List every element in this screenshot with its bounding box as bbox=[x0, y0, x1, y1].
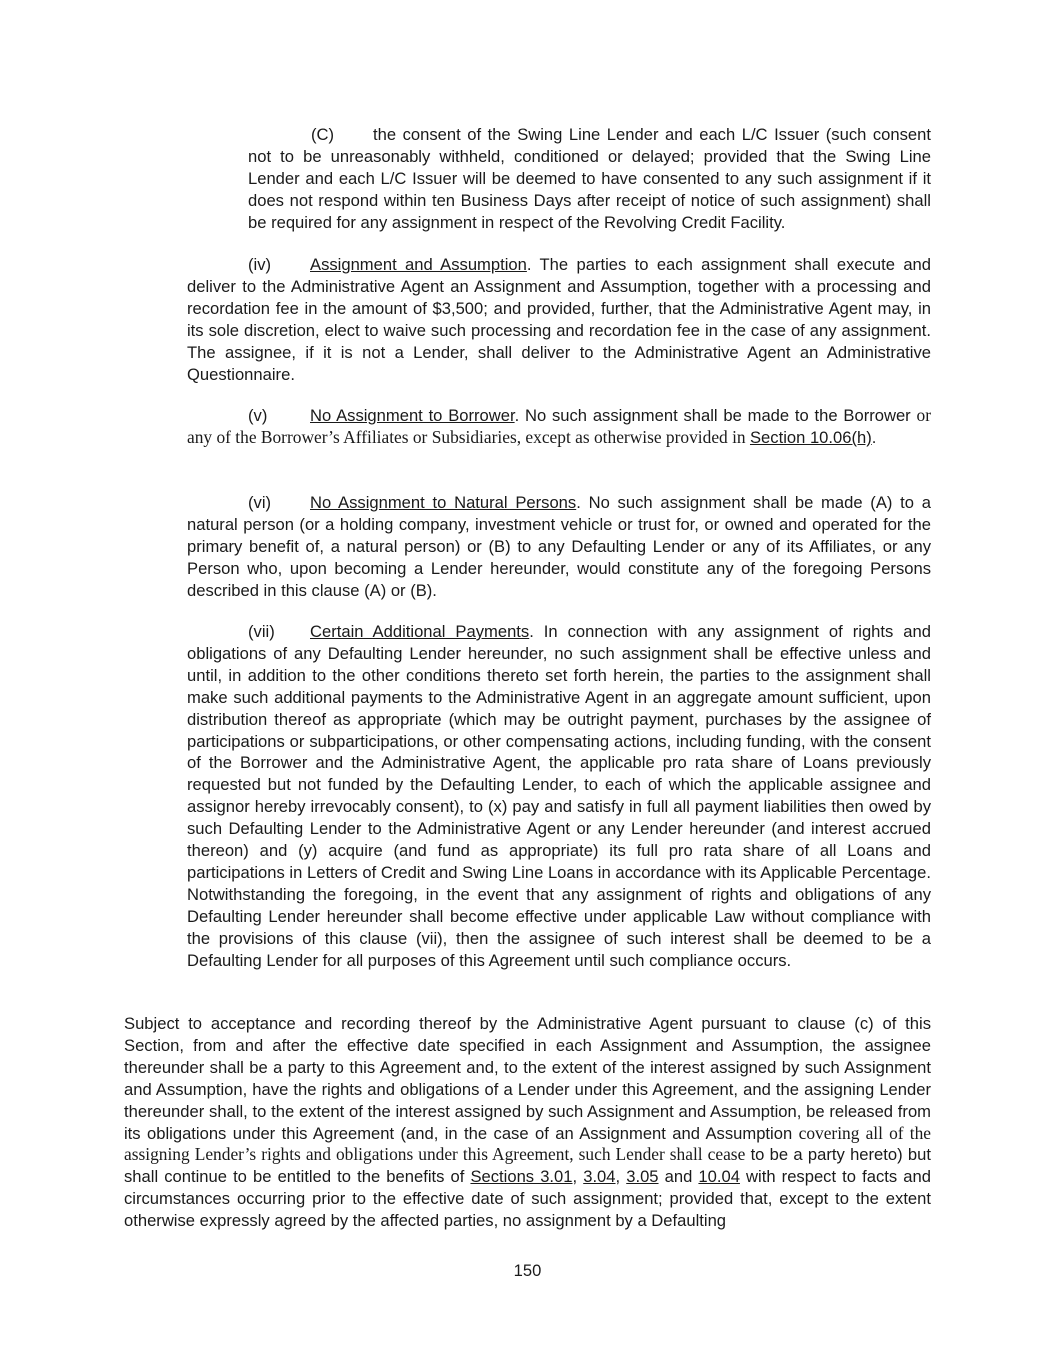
subject-sep-3: and bbox=[658, 1167, 699, 1187]
section-10-04-reference: 10.04 bbox=[698, 1167, 740, 1187]
subject-text-d: with respect to facts and circumstances occurring prior to the effective date of such assignment; provided that, except to the extent otherwise expressly agreed by the affected parties, no assignment by a Defaulting bbox=[124, 1167, 931, 1231]
clause-vii-text: . In connection with any assignment of rights and obligations of any Defaulting Lender hereunder, no such assignment shall be effective unless and until, in addition to the other conditions thereto set forth herein, the parties to the assignment shall make such additional payments to the Administrative Agent in an aggregate amount sufficient, upon distribution thereof as appropriate (which may be outright payment, purchases by the assignee of participations or subparticipations, or other compensating actions, including funding, with the consent of the Borrower and the Administrative Agent, the applicable pro rata share of Loans previously requested but not funded by the Defaulting Lender, to each of which the applicable assignee and assignor hereby irrevocably consent), to (x) pay and satisfy in full all payment liabilities then owed by such Defaulting Lender to the Administrative Agent or any Lender hereunder (and interest accrued thereon) and (y) acquire (and fund as appropriate) its full pro rata share of all Loans and participations in Letters of Credit and Swing Line Loans in accordance with its Applicable Percentage. Notwithstanding the foregoing, in the event that any assignment of rights and obligations of any Defaulting Lender hereunder shall become effective under applicable Law without compliance with the provisions of this clause (vii), then the assignee of such interest shall be deemed to be a Defaulting Lender for all purposes of this Agreement until such compliance occurs. bbox=[187, 622, 931, 970]
section-3-04-reference: 3.04 bbox=[583, 1167, 616, 1187]
clause-vi-label: (vi) bbox=[248, 493, 272, 512]
clause-v-paragraph bbox=[187, 405, 931, 449]
clause-iv-heading: Assignment and Assumption bbox=[310, 255, 527, 274]
subject-sep-2: , bbox=[615, 1167, 627, 1187]
page-number: 150 bbox=[513, 1261, 542, 1280]
section-3-05-reference: 3.05 bbox=[626, 1167, 659, 1187]
subject-text-a: Subject to acceptance and recording thereof by the Administrative Agent pursuant to clause (c) of this Section, from and after the effective date specified in each Assignment and Assumption, the assignee thereunder shall be a party to this Agreement and, to the extent of the interest assigned by such Assignment and Assumption, have the rights and obligations of a Lender under this Agreement, and the assigning Lender thereunder shall, to the extent of the interest assigned by such Assignment and Assumption, be released from its obligations under this Agreement (and, in the case of an Assignment and Assumption bbox=[124, 1014, 931, 1143]
clause-v-text-b: or any of the Borrower’s Affiliates or Subsidiaries, except as otherwise provided in bbox=[187, 405, 931, 447]
subject-sep-1: , bbox=[572, 1167, 584, 1187]
subject-paragraph bbox=[124, 1013, 931, 1232]
clause-iv-label: (iv) bbox=[248, 255, 272, 274]
section-10-06-h-reference: Section 10.06(h) bbox=[749, 427, 872, 447]
clause-c-paragraph bbox=[248, 124, 931, 234]
clause-v-text-c: . bbox=[871, 427, 877, 447]
clause-iv-paragraph bbox=[187, 254, 931, 385]
clause-v-label: (v) bbox=[248, 406, 268, 425]
clause-c-text: the consent of the Swing Line Lender and each L/C Issuer (such consent not to be unreasonably withheld, conditioned or delayed; provided that the Swing Line Lender and each L/C Issuer will be deemed to have consented to any such assignment if it does not respond within ten Business Days after receipt of notice of such assignment) shall be required for any assignment in respect of the Revolving Credit Facility. bbox=[248, 125, 931, 232]
clause-vi-text: . No such assignment shall be made (A) to a natural person (or a holding company, investment vehicle or trust for, or owned and operated for the primary benefit of, a natural person) or (B) to any Defaulting Lender or any of its Affiliates, or any Person who, upon becoming a Lender hereunder, would constitute any of the foregoing Persons described in this clause (A) or (B). bbox=[187, 493, 931, 600]
clause-v-text-a: . No such assignment shall be made to the Borrower bbox=[514, 406, 917, 425]
clause-iv-text: . The parties to each assignment shall execute and deliver to the Administrative Agent an Assignment and Assumption, together with a processing and recordation fee in the amount of $3,500; and provided, further, that the Administrative Agent may, in its sole discretion, elect to waive such processing and recordation fee in the case of any assignment. The assignee, if it is not a Lender, shall deliver to the Administrative Agent an Administrative Questionnaire. bbox=[187, 255, 932, 384]
clause-v-heading: No Assignment to Borrower bbox=[310, 406, 515, 425]
clause-vii-label: (vii) bbox=[248, 622, 275, 641]
clause-c-label: (C) bbox=[311, 125, 335, 144]
clause-vi-paragraph bbox=[187, 492, 931, 602]
subject-text-b: covering all of the assigning Lender’s rights and obligations under this Agreement, such Lender shall cease bbox=[124, 1122, 931, 1165]
clause-vi-heading: No Assignment to Natural Persons bbox=[310, 493, 577, 512]
sections-3-01-reference: Sections 3.01 bbox=[470, 1167, 573, 1187]
clause-vii-paragraph bbox=[187, 621, 931, 972]
clause-vii-heading: Certain Additional Payments bbox=[310, 622, 530, 641]
subject-text-c: to be a party hereto) but shall continue to be entitled to the benefits of bbox=[124, 1145, 931, 1187]
